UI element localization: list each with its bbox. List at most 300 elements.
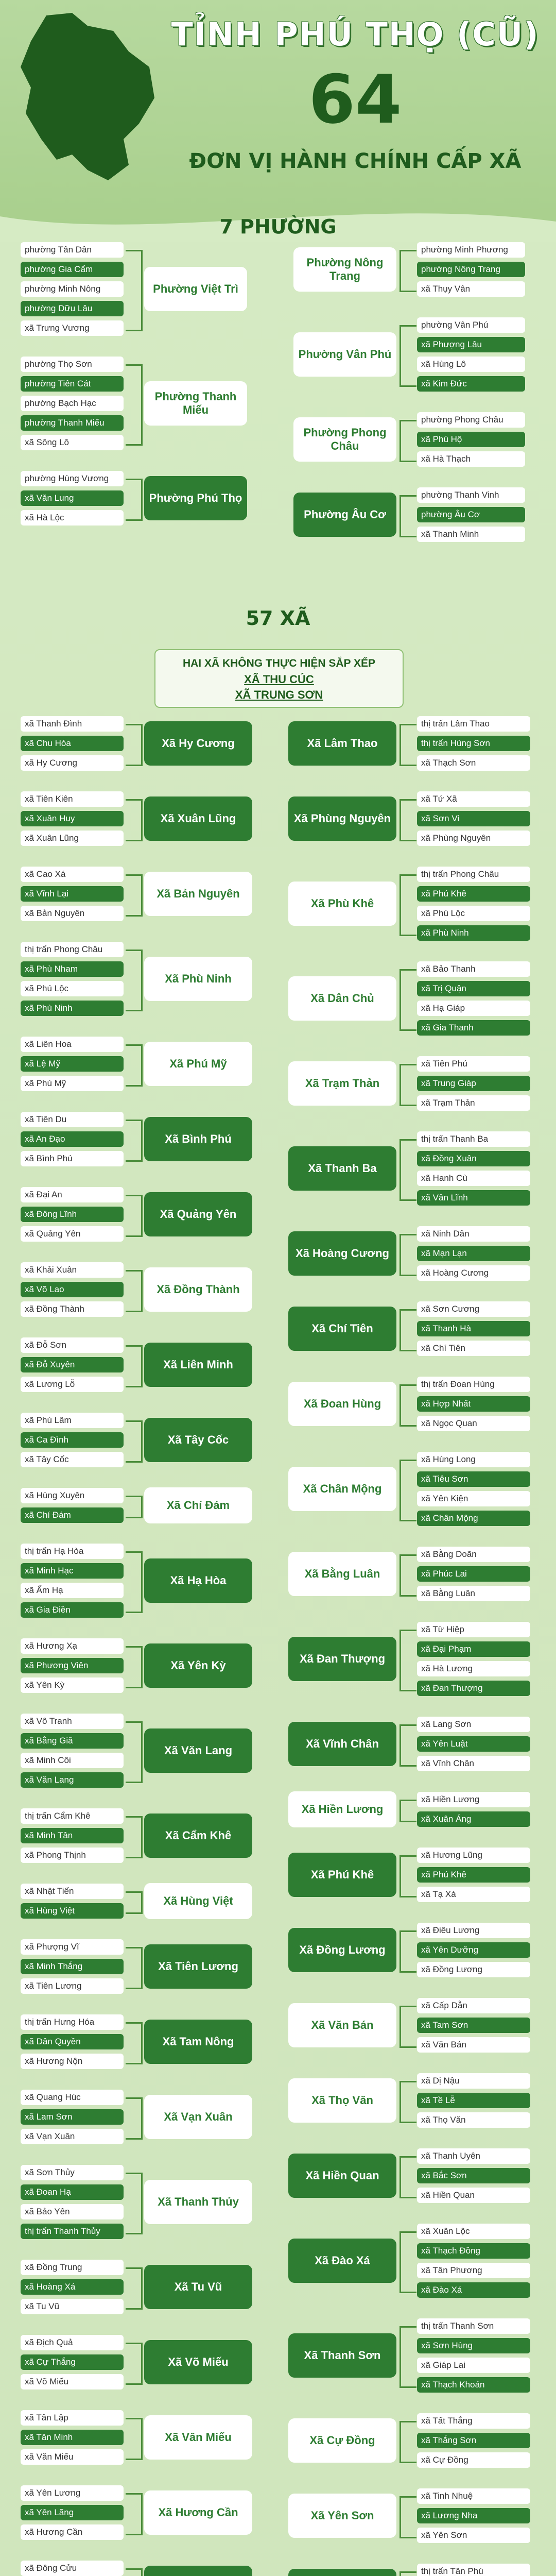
bracket-connector: [399, 1855, 416, 1897]
unit-group: [288, 2073, 530, 2128]
note-text: HAI XÃ KHÔNG THỰC HIỆN SẮP XẾP: [182, 657, 376, 669]
sub-unit-item: xã Gia Thanh: [417, 1020, 530, 1036]
sub-unit-item: xã Mạn Lạn: [417, 1246, 530, 1261]
sub-unit-item: xã Minh Thắng: [21, 1959, 124, 1974]
bracket-connector: [126, 2418, 143, 2460]
unit-group: [293, 317, 525, 392]
merged-unit-name: Xã Phù Khê: [288, 882, 396, 926]
unit-group: [288, 1622, 530, 1696]
sub-unit-item: xã Phú Lộc: [21, 981, 124, 996]
unit-group: [21, 2165, 252, 2239]
bracket-connector: [399, 420, 416, 462]
unit-group: [288, 961, 530, 1036]
sub-unit-item: xã Trạm Thản: [417, 1095, 530, 1111]
merged-unit-name: Xã Chí Tiên: [288, 1307, 396, 1351]
merged-unit-name: Xã Quảng Yên: [144, 1192, 252, 1236]
sub-unit-item: xã Chí Đám: [21, 1507, 124, 1523]
unit-group: [288, 791, 530, 846]
sub-unit-item: xã Hiền Lương: [417, 1792, 530, 1807]
sub-unit-item: xã Thanh Minh: [417, 527, 525, 542]
merged-unit-name: Xã Trạm Thản: [288, 1061, 396, 1106]
bracket-connector: [126, 2022, 143, 2064]
unit-group: [21, 1112, 252, 1166]
sub-unit-item: xã Phù Ninh: [417, 925, 530, 941]
merged-unit-name: Xã Văn Bán: [288, 2003, 396, 2047]
sub-unit-item: xã Thạch Khoán: [417, 2377, 530, 2393]
merged-unit-name: Xã Hùng Việt: [144, 1883, 252, 1919]
unit-group: [288, 2488, 530, 2543]
merged-unit-name: Xã Hiền Lương: [288, 1791, 396, 1827]
sub-unit-item: xã Vĩnh Chân: [417, 1756, 530, 1771]
unit-group: [288, 716, 530, 771]
unit-group: [288, 1792, 530, 1827]
sub-unit-item: xã Trị Quận: [417, 981, 530, 996]
bracket-connector: [399, 724, 416, 766]
sub-unit-item: xã Tiên Phú: [417, 1056, 530, 1072]
merged-unit-name: Xã Yên Kỳ: [144, 1643, 252, 1688]
bracket-connector: [126, 1721, 143, 1783]
sub-unit-item: xã Liên Hoa: [21, 1037, 124, 1052]
sub-unit-item: phường Tiên Cát: [21, 376, 124, 392]
sub-unit-item: xã Địch Quả: [21, 2335, 124, 2350]
sub-unit-item: xã Yên Kỳ: [21, 1677, 124, 1693]
bracket-connector: [126, 1345, 143, 1387]
sub-unit-item: xã Văn Bán: [417, 2037, 530, 2053]
bracket-connector: [399, 2156, 416, 2198]
sub-unit-item: xã Phù Ninh: [21, 1001, 124, 1016]
merged-unit-name: Xã Tam Nông: [144, 2020, 252, 2064]
sub-unit-item: phường Nông Trang: [417, 262, 525, 277]
sub-unit-item: xã Ca Đình: [21, 1432, 124, 1448]
sub-unit-item: xã Phú Mỹ: [21, 1076, 124, 1091]
merged-unit-name: Xã Liên Minh: [144, 1343, 252, 1387]
bracket-connector: [399, 1139, 416, 1201]
bracket-connector: [399, 325, 416, 387]
unit-group: [288, 1226, 530, 1281]
sub-unit-item: xã Quang Húc: [21, 2090, 124, 2105]
sub-unit-item: xã Thạch Sơn: [417, 755, 530, 771]
merged-unit-name: Xã Đồng Thành: [144, 1267, 252, 1312]
bracket-connector: [399, 250, 416, 292]
sub-unit-item: phường Thọ Sơn: [21, 357, 124, 372]
sub-unit-item: xã Tây Cốc: [21, 1452, 124, 1467]
unit-group: [21, 716, 252, 771]
merged-unit-name: Xã Phù Ninh: [144, 957, 252, 1001]
sub-unit-item: phường Bạch Hạc: [21, 396, 124, 411]
bracket-connector: [126, 1891, 143, 1914]
bracket-connector: [399, 2421, 416, 2463]
province-map-icon: [10, 10, 165, 185]
sub-unit-item: xã Xuân Lộc: [417, 2224, 530, 2239]
unit-group: [21, 2485, 252, 2540]
sub-unit-item: xã Hùng Lô: [417, 357, 525, 372]
bracket-connector: [399, 1800, 416, 1822]
sub-unit-item: xã Trưng Vương: [21, 320, 124, 336]
merged-unit-name: Xã Tây Cốc: [144, 1418, 252, 1462]
unit-group: [293, 412, 525, 467]
unit-group: [21, 791, 252, 846]
wards-section-title: 7 PHƯỜNG: [219, 215, 337, 238]
bracket-connector: [126, 1420, 143, 1463]
unit-group: [288, 1717, 530, 1771]
sub-unit-item: xã Minh Hạc: [21, 1563, 124, 1579]
sub-unit-item: thị trấn Thanh Ba: [417, 1131, 530, 1147]
merged-unit-name: Phường Phong Châu: [293, 417, 396, 462]
sub-unit-item: xã Chu Hóa: [21, 736, 124, 751]
sub-unit-item: xã Tiêu Sơn: [417, 1471, 530, 1487]
sub-unit-item: xã Hiền Quan: [417, 2188, 530, 2203]
sub-unit-item: xã Quảng Yên: [21, 1226, 124, 1242]
sub-unit-item: xã Từ Hiệp: [417, 1622, 530, 1637]
bracket-connector: [126, 874, 143, 917]
sub-unit-item: phường Thanh Miếu: [21, 415, 124, 431]
bracket-connector: [399, 2006, 416, 2048]
sub-unit-item: xã Xuân Lũng: [21, 831, 124, 846]
sub-unit-item: phường Minh Nông: [21, 281, 124, 297]
merged-unit-name: Xã Phú Mỹ: [144, 1042, 252, 1086]
unit-group: [288, 1377, 530, 1431]
sub-unit-item: xã Võ Miếu: [21, 2374, 124, 2389]
bracket-connector: [126, 1044, 143, 1087]
sub-unit-item: xã Phú Lâm: [21, 1413, 124, 1428]
sub-unit-item: xã Sơn Vi: [417, 811, 530, 826]
merged-unit-name: Phường Âu Cơ: [293, 493, 396, 537]
sub-unit-item: xã Thắng Sơn: [417, 2433, 530, 2448]
unit-group: [21, 2335, 252, 2389]
sub-unit-item: xã Bảo Thanh: [417, 961, 530, 977]
sub-unit-item: xã Phúc Lai: [417, 1566, 530, 1582]
sub-unit-item: xã Tam Sơn: [417, 2018, 530, 2033]
bracket-connector: [126, 799, 143, 841]
sub-unit-item: xã Sông Lô: [21, 435, 124, 450]
sub-unit-item: xã Phương Viên: [21, 1658, 124, 1673]
sub-unit-item: xã Hy Cương: [21, 755, 124, 771]
merged-unit-name: Xã Đào Xá: [288, 2239, 396, 2283]
sub-unit-item: xã Đông Lĩnh: [21, 1207, 124, 1222]
merged-unit-name: Xã Văn Miếu: [144, 2415, 252, 2460]
sub-unit-item: phường Dữu Lâu: [21, 301, 124, 316]
sub-unit-item: xã Đông Cửu: [21, 2561, 124, 2576]
sub-unit-item: xã Dân Quyền: [21, 2034, 124, 2049]
sub-unit-item: xã Dị Nậu: [417, 2073, 530, 2089]
sub-unit-item: xã Bảo Yên: [21, 2204, 124, 2219]
bracket-connector: [399, 1930, 416, 1973]
bracket-connector: [126, 1551, 143, 1613]
sub-unit-item: xã Đại An: [21, 1187, 124, 1202]
sub-unit-item: xã Đỗ Sơn: [21, 1337, 124, 1353]
unit-group: [21, 1808, 252, 1863]
merged-unit-name: Xã Hương Cần: [144, 2490, 252, 2535]
merged-unit-name: Xã Bản Nguyên: [144, 872, 252, 916]
sub-unit-item: xã Phú Hộ: [417, 432, 525, 447]
sub-unit-item: xã Hương Cần: [21, 2524, 124, 2540]
merged-unit-name: Xã Yên Sơn: [288, 2494, 396, 2538]
sub-unit-item: xã Hương Nộn: [21, 2054, 124, 2069]
unit-group: [21, 1884, 252, 1919]
merged-unit-name: Xã Thanh Ba: [288, 1146, 396, 1191]
sub-unit-item: xã Giáp Lai: [417, 2358, 530, 2373]
unit-group: [288, 1998, 530, 2053]
sub-unit-item: xã Ấm Hạ: [21, 1583, 124, 1598]
sub-unit-item: xã Minh Tân: [21, 1828, 124, 1843]
sub-unit-item: xã Trung Giáp: [417, 1076, 530, 1091]
sub-unit-item: xã Phong Thịnh: [21, 1848, 124, 1863]
unchanged-note: [154, 649, 404, 708]
unit-group: [21, 1714, 252, 1788]
bracket-connector: [399, 1309, 416, 1351]
sub-unit-item: xã Tinh Nhuệ: [417, 2488, 530, 2504]
sub-unit-item: xã Phú Lộc: [417, 906, 530, 921]
sub-unit-item: xã Yên Dưỡng: [417, 1942, 530, 1958]
unit-group: [288, 1301, 530, 1356]
bracket-connector: [399, 2496, 416, 2538]
sub-unit-item: xã Tạ Xá: [417, 1887, 530, 1902]
sub-unit-item: xã Phù Nham: [21, 961, 124, 977]
merged-unit-name: Xã Hoàng Cương: [288, 1231, 396, 1276]
sub-unit-item: thị trấn Đoan Hùng: [417, 1377, 530, 1392]
sub-unit-item: xã Xuân Áng: [417, 1811, 530, 1827]
unit-group: [21, 867, 252, 921]
unit-group: [288, 1056, 530, 1111]
unit-group: [21, 242, 247, 336]
bracket-connector: [126, 2343, 143, 2385]
sub-unit-item: xã Xuân Huy: [21, 811, 124, 826]
sub-unit-item: xã Tất Thắng: [417, 2413, 530, 2429]
unit-group: [21, 2561, 252, 2576]
merged-unit-name: Phường Phú Thọ: [144, 476, 247, 520]
sub-unit-item: xã Tân Phương: [417, 2263, 530, 2278]
note-item-2: XÃ TRUNG SƠN: [235, 688, 323, 701]
sub-unit-item: xã Lương Lỗ: [21, 1377, 124, 1392]
sub-unit-item: xã Lam Sơn: [21, 2109, 124, 2125]
bracket-connector: [399, 1234, 416, 1276]
merged-unit-name: Xã Tu Vũ: [144, 2265, 252, 2309]
header-count: 64: [308, 60, 402, 139]
unit-group: [288, 2564, 530, 2576]
sub-unit-item: xã Hạ Giáp: [417, 1001, 530, 1016]
sub-unit-item: xã Chân Mộng: [417, 1511, 530, 1526]
bracket-connector: [399, 1384, 416, 1427]
sub-unit-item: phường Phong Châu: [417, 412, 525, 428]
header: [0, 0, 556, 242]
merged-unit-name: Phường Thanh Miếu: [144, 381, 247, 426]
sub-unit-item: xã Yên Lương: [21, 2485, 124, 2501]
sub-unit-item: xã Tu Vũ: [21, 2299, 124, 2314]
sub-unit-item: xã Hùng Xuyên: [21, 1488, 124, 1503]
sub-unit-item: phường Âu Cơ: [417, 507, 525, 522]
sub-unit-item: xã Vĩnh Lại: [21, 886, 124, 902]
unit-group: [21, 1488, 252, 1523]
unit-group: [288, 1452, 530, 1526]
sub-unit-item: xã Bản Nguyên: [21, 906, 124, 921]
sub-unit-item: xã An Đạo: [21, 1131, 124, 1147]
bracket-connector: [399, 1630, 416, 1691]
sub-unit-item: xã Hương Lũng: [417, 1848, 530, 1863]
bracket-connector: [126, 479, 143, 521]
sub-unit-item: xã Điêu Lương: [417, 1923, 530, 1938]
unit-group: [288, 1848, 530, 1902]
sub-unit-item: xã Lang Sơn: [417, 1717, 530, 1732]
unit-group: [21, 1262, 252, 1317]
merged-unit-name: Xã Phú Khê: [288, 1853, 396, 1897]
merged-unit-name: Xã Dân Chủ: [288, 976, 396, 1021]
sub-unit-item: xã Đại Phạm: [417, 1641, 530, 1657]
merged-unit-name: Xã Tiên Lương: [144, 1944, 252, 1989]
merged-unit-name: Xã Lâm Thao: [288, 721, 396, 766]
sub-unit-item: xã Yên Luật: [417, 1736, 530, 1752]
merged-unit-name: Xã Thanh Thủy: [144, 2180, 252, 2224]
sub-unit-item: thị trấn Phong Châu: [417, 867, 530, 882]
bracket-connector: [399, 2326, 416, 2388]
sub-unit-item: xã Bằng Luân: [417, 1586, 530, 1601]
merged-unit-name: Xã Cẩm Khê: [144, 1814, 252, 1858]
merged-unit-name: Xã Phùng Nguyên: [288, 796, 396, 841]
bracket-connector: [126, 1195, 143, 1237]
unit-group: [293, 487, 525, 542]
unit-group: [21, 2014, 252, 2069]
sub-unit-item: xã Thạch Đồng: [417, 2243, 530, 2259]
bracket-connector: [399, 1460, 416, 1521]
sub-unit-item: xã Tiên Lương: [21, 1978, 124, 1994]
bracket-connector: [126, 1646, 143, 1688]
merged-unit-name: Xã Cự Đồng: [288, 2418, 396, 2463]
unit-group: [288, 1547, 530, 1601]
bracket-connector: [126, 1496, 143, 1518]
unit-group: [288, 2318, 530, 2393]
sub-unit-item: xã Văn Lang: [21, 1772, 124, 1788]
bracket-connector: [399, 1554, 416, 1597]
unit-group: [21, 1544, 252, 1618]
sub-unit-item: xã Phượng Vĩ: [21, 1939, 124, 1955]
sub-unit-item: phường Hùng Vương: [21, 471, 124, 486]
sub-unit-item: thị trấn Hùng Sơn: [417, 736, 530, 751]
bracket-connector: [126, 1270, 143, 1312]
merged-unit-name: Xã Võ Miếu: [144, 2340, 252, 2384]
merged-unit-name: Xã Hy Cương: [144, 721, 252, 766]
sub-unit-item: xã Tân Minh: [21, 2430, 124, 2445]
sub-unit-item: xã Thanh Hà: [417, 1321, 530, 1336]
sub-unit-item: xã Gia Điền: [21, 1602, 124, 1618]
sub-unit-item: xã Thanh Uyên: [417, 2148, 530, 2164]
bracket-connector: [399, 2571, 416, 2576]
sub-unit-item: thị trấn Hưng Hóa: [21, 2014, 124, 2030]
sub-unit-item: xã Hương Xạ: [21, 1638, 124, 1654]
sub-unit-item: xã Yên Sơn: [417, 2528, 530, 2543]
sub-unit-item: xã Bắc Sơn: [417, 2168, 530, 2183]
merged-unit-name: Xã Thọ Văn: [288, 2078, 396, 2123]
merged-unit-name: Xã Bình Phú: [144, 1117, 252, 1161]
sub-unit-item: xã Tiên Kiên: [21, 791, 124, 807]
sub-unit-item: xã Đào Xá: [417, 2282, 530, 2298]
unit-group: [21, 1187, 252, 1242]
bracket-connector: [126, 364, 143, 446]
merged-unit-name: Xã Vĩnh Chân: [288, 1722, 396, 1766]
sub-unit-item: xã Phú Khê: [417, 1867, 530, 1883]
unit-group: [21, 471, 247, 526]
sub-unit-item: xã Văn Lung: [21, 490, 124, 506]
sub-unit-item: xã Hùng Việt: [21, 1903, 124, 1919]
sub-unit-item: xã Văn Miếu: [21, 2449, 124, 2465]
sub-unit-item: xã Đồng Xuân: [417, 1151, 530, 1166]
merged-unit-name: Xã Chân Mộng: [288, 1467, 396, 1511]
bracket-connector: [399, 495, 416, 537]
sub-unit-item: phường Gia Cẩm: [21, 262, 124, 277]
sub-unit-item: xã Vô Tranh: [21, 1714, 124, 1729]
sub-unit-item: xã Hà Lương: [417, 1661, 530, 1676]
bracket-connector: [399, 1724, 416, 1767]
unit-group: [288, 867, 530, 941]
sub-unit-item: xã Thọ Văn: [417, 2112, 530, 2128]
sub-unit-item: xã Đồng Thành: [21, 1301, 124, 1317]
bracket-connector: [399, 2081, 416, 2123]
unit-group: [288, 1131, 530, 1206]
merged-unit-name: Xã Đồng Lương: [288, 1928, 396, 1972]
sub-unit-item: thị trấn Thanh Sơn: [417, 2318, 530, 2334]
sub-unit-item: xã Lệ Mỹ: [21, 1056, 124, 1072]
bracket-connector: [126, 1947, 143, 1989]
sub-unit-item: xã Đan Thượng: [417, 1681, 530, 1696]
sub-unit-item: xã Hanh Cù: [417, 1171, 530, 1186]
sub-unit-item: thị trấn Cẩm Khê: [21, 1808, 124, 1824]
sub-unit-item: xã Tứ Xã: [417, 791, 530, 807]
unit-group: [21, 2090, 252, 2144]
sub-unit-item: xã Tề Lễ: [417, 2093, 530, 2108]
sub-unit-item: xã Đồng Lương: [417, 1962, 530, 1977]
merged-unit-name: Xã Vạn Xuân: [144, 2095, 252, 2139]
sub-unit-item: xã Minh Côi: [21, 1753, 124, 1768]
merged-unit-name: Xã Thanh Sơn: [288, 2333, 396, 2378]
merged-unit-name: Xã Chí Đám: [144, 1487, 252, 1523]
sub-unit-item: thị trấn Lâm Thao: [417, 716, 530, 732]
bracket-connector: [399, 969, 416, 1031]
sub-unit-item: phường Minh Phương: [417, 242, 525, 258]
bracket-connector: [126, 2173, 143, 2234]
sub-unit-item: xã Vạn Xuân: [21, 2129, 124, 2144]
sub-unit-item: xã Thụy Vân: [417, 281, 525, 297]
sub-unit-item: xã Phượng Lâu: [417, 337, 525, 352]
sub-unit-item: xã Tiên Du: [21, 1112, 124, 1127]
sub-unit-item: xã Đoan Hạ: [21, 2184, 124, 2200]
bracket-connector: [126, 724, 143, 766]
sub-unit-item: xã Đỗ Xuyên: [21, 1357, 124, 1372]
unit-group: [21, 357, 247, 450]
unit-group: [21, 1413, 252, 1467]
unit-group: [21, 2410, 252, 2465]
sub-unit-item: xã Sơn Thủy: [21, 2165, 124, 2180]
sub-unit-item: xã Bằng Giã: [21, 1733, 124, 1749]
merged-unit-name: Xã Văn Lang: [144, 1728, 252, 1773]
sub-unit-item: xã Vân Lĩnh: [417, 1190, 530, 1206]
merged-unit-name: Xã Đoan Hùng: [288, 1382, 396, 1426]
sub-unit-item: xã Tân Lập: [21, 2410, 124, 2426]
sub-unit-item: xã Thanh Đình: [21, 716, 124, 732]
bracket-connector: [126, 1120, 143, 1162]
bracket-connector: [126, 2568, 143, 2576]
sub-unit-item: xã Chí Tiên: [417, 1341, 530, 1356]
sub-unit-item: xã Đồng Trung: [21, 2260, 124, 2275]
sub-unit-item: xã Khải Xuân: [21, 1262, 124, 1278]
sub-unit-item: xã Nhật Tiến: [21, 1884, 124, 1899]
sub-unit-item: xã Ninh Dân: [417, 1226, 530, 1242]
sub-unit-item: phường Thanh Vinh: [417, 487, 525, 503]
sub-unit-item: xã Yên Lãng: [21, 2505, 124, 2520]
bracket-connector: [126, 2493, 143, 2535]
sub-unit-item: xã Lương Nha: [417, 2508, 530, 2523]
sub-unit-item: phường Tân Dân: [21, 242, 124, 258]
bracket-connector: [126, 1816, 143, 1858]
sub-unit-item: xã Võ Lao: [21, 1282, 124, 1297]
unit-group: [21, 1638, 252, 1693]
